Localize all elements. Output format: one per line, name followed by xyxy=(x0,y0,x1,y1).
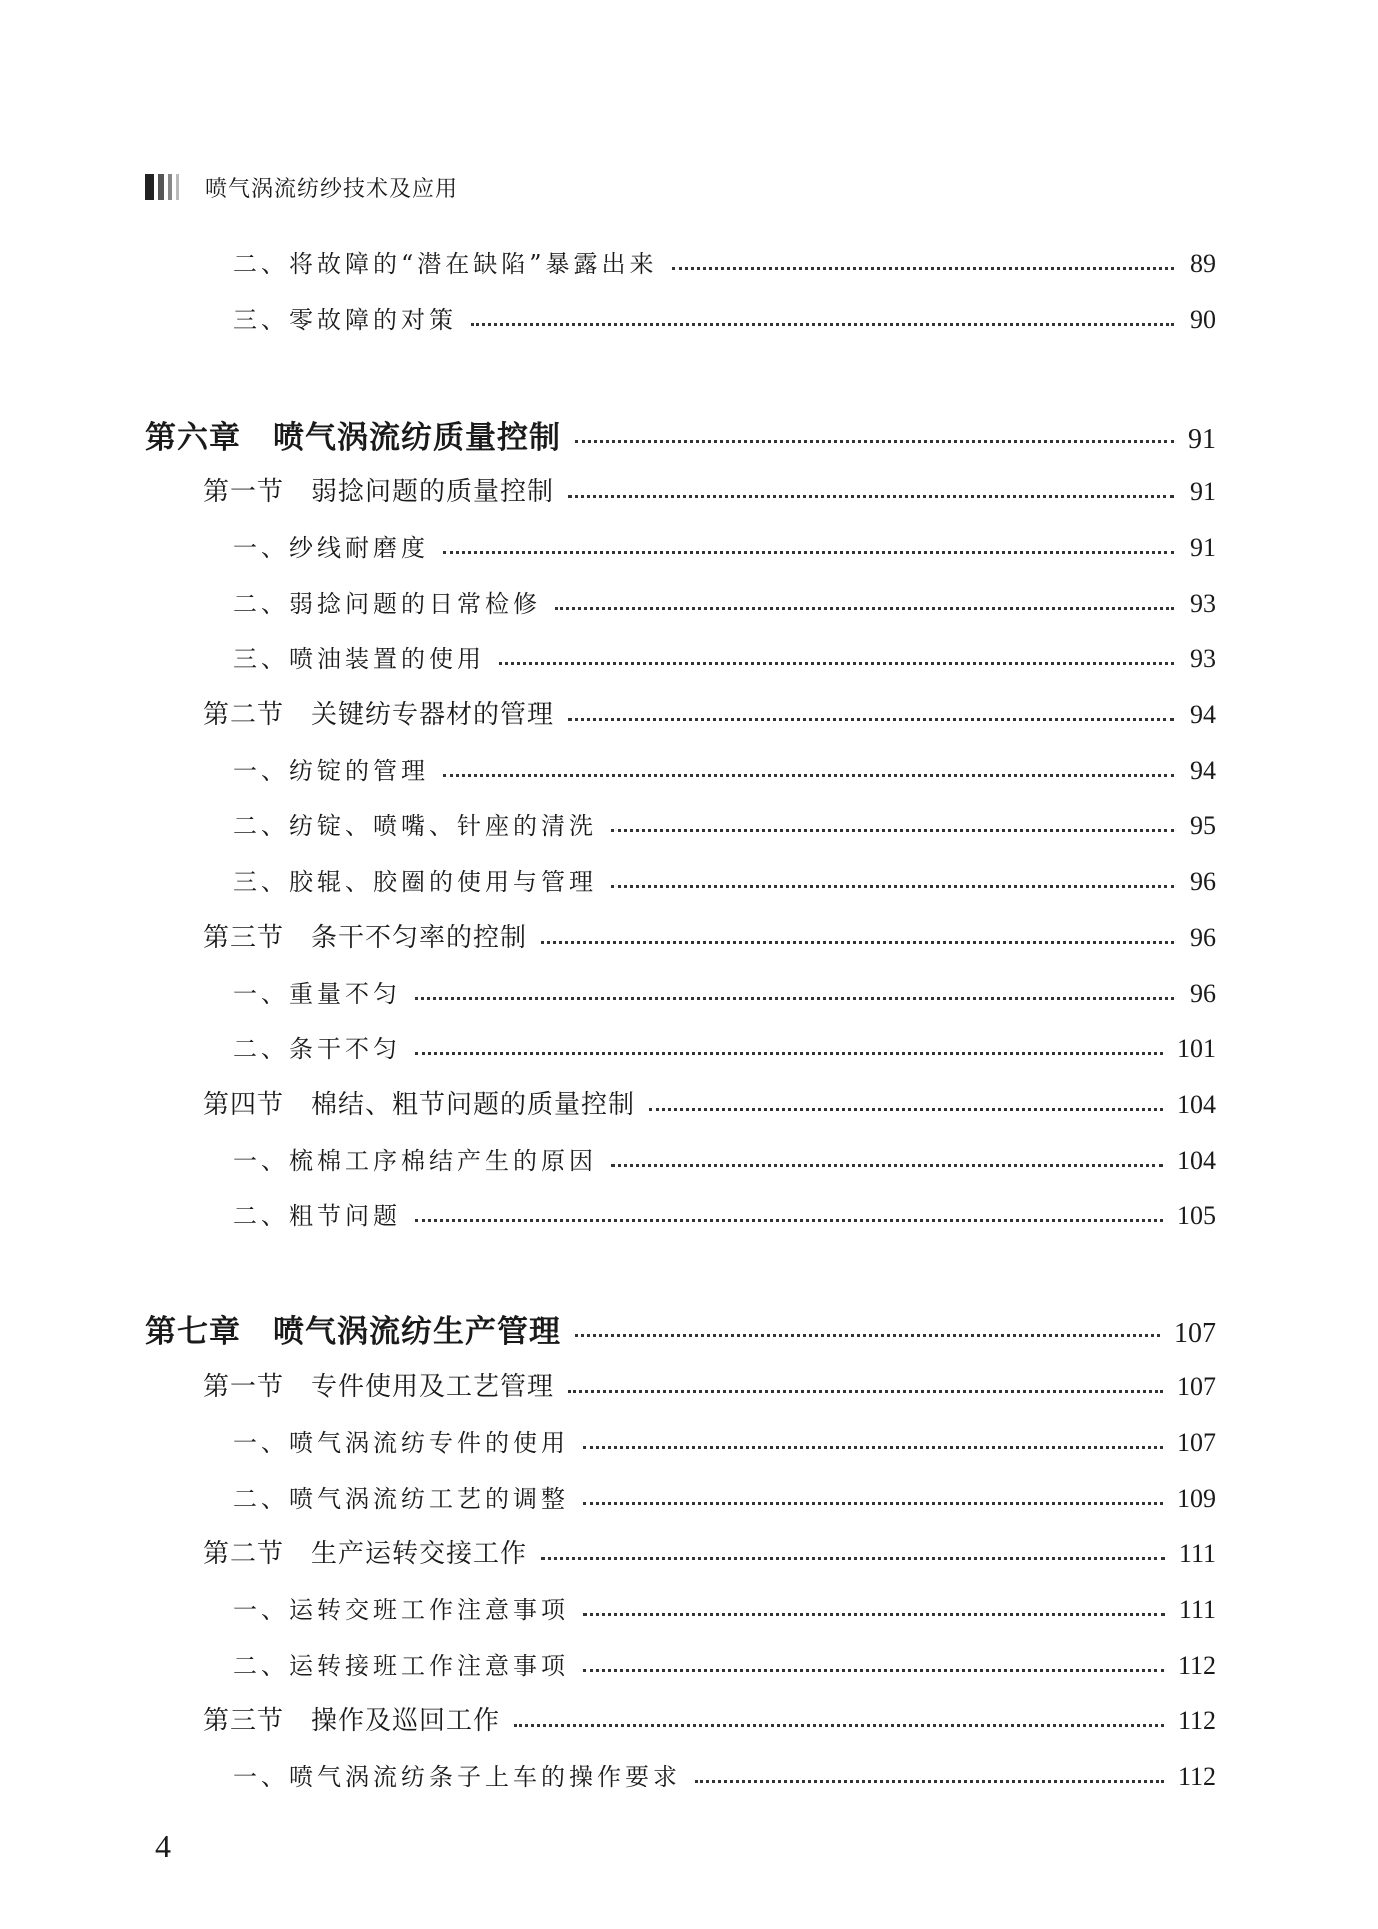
entry-page: 95 xyxy=(1190,811,1216,840)
toc-entry[interactable] xyxy=(233,1479,1216,1514)
entry-page: 104 xyxy=(1177,1090,1216,1119)
toc-entry[interactable] xyxy=(233,300,1216,335)
toc-section[interactable] xyxy=(203,471,1216,508)
entry-page: 112 xyxy=(1177,1762,1216,1791)
dot-leader xyxy=(555,606,1174,610)
dot-leader xyxy=(649,1107,1163,1111)
entry-page: 96 xyxy=(1190,923,1216,952)
dot-leader xyxy=(583,1501,1163,1505)
entry-page: 111 xyxy=(1178,1595,1216,1624)
entry-title: 三、零故障的对策 xyxy=(233,306,457,334)
dot-leader xyxy=(583,1612,1165,1616)
entry-page: 94 xyxy=(1190,700,1216,729)
toc-chapter[interactable] xyxy=(145,412,1216,457)
entry-title: 一、喷气涡流纺专件的使用 xyxy=(233,1429,569,1457)
toc-entry[interactable] xyxy=(233,1423,1216,1458)
section-title: 第三节 条干不匀率的控制 xyxy=(203,923,528,953)
section-title: 第二节 关键纺专器材的管理 xyxy=(203,700,555,730)
toc-section[interactable] xyxy=(203,1084,1216,1121)
section-title: 第二节 生产运转交接工作 xyxy=(203,1539,528,1569)
entry-page: 107 xyxy=(1177,1372,1216,1401)
dot-leader xyxy=(611,884,1174,888)
dot-leader xyxy=(541,940,1174,944)
toc-entry[interactable] xyxy=(233,244,1216,279)
chapter-title: 第七章 喷气涡流纺生产管理 xyxy=(145,1314,561,1350)
entry-title: 一、纱线耐磨度 xyxy=(233,534,429,562)
dot-leader xyxy=(415,1051,1163,1055)
entry-page: 109 xyxy=(1177,1484,1216,1513)
dot-leader xyxy=(568,717,1174,721)
entry-page: 94 xyxy=(1190,756,1216,785)
entry-page: 107 xyxy=(1174,1318,1216,1349)
dot-leader xyxy=(695,1779,1164,1783)
entry-title: 二、弱捻问题的日常检修 xyxy=(233,590,541,618)
dot-leader xyxy=(672,266,1174,270)
dot-leader xyxy=(568,494,1174,498)
dot-leader xyxy=(568,1389,1163,1393)
section-title: 第一节 弱捻问题的质量控制 xyxy=(203,477,555,507)
toc-entry[interactable] xyxy=(233,1590,1216,1625)
toc-section[interactable] xyxy=(203,1366,1216,1403)
toc-entry[interactable] xyxy=(233,751,1216,786)
entry-title: 一、梳棉工序棉结产生的原因 xyxy=(233,1147,597,1175)
dot-leader xyxy=(499,661,1174,665)
toc-entry[interactable] xyxy=(233,584,1216,619)
dot-leader xyxy=(611,1163,1163,1167)
entry-page: 93 xyxy=(1190,644,1216,673)
dot-leader xyxy=(443,773,1174,777)
toc-chapter[interactable] xyxy=(145,1306,1216,1351)
entry-title: 三、喷油装置的使用 xyxy=(233,645,485,673)
entry-page: 112 xyxy=(1177,1651,1216,1680)
toc-section[interactable] xyxy=(203,1700,1216,1737)
dot-leader xyxy=(575,1333,1160,1337)
toc-entry[interactable] xyxy=(233,528,1216,563)
dot-leader xyxy=(514,1723,1164,1727)
entry-title: 二、纺锭、喷嘴、针座的清洗 xyxy=(233,812,597,840)
entry-page: 105 xyxy=(1177,1201,1216,1230)
toc-entry[interactable] xyxy=(233,1196,1216,1231)
entry-title: 一、喷气涡流纺条子上车的操作要求 xyxy=(233,1763,681,1791)
entry-page: 96 xyxy=(1190,979,1216,1008)
entry-title: 一、纺锭的管理 xyxy=(233,757,429,785)
entry-title: 二、喷气涡流纺工艺的调整 xyxy=(233,1485,569,1513)
entry-page: 89 xyxy=(1190,249,1216,278)
toc-entry[interactable] xyxy=(233,806,1216,841)
entry-page: 90 xyxy=(1190,305,1216,334)
entry-page: 111 xyxy=(1178,1539,1216,1568)
page-number: 4 xyxy=(155,1828,171,1864)
toc-entry[interactable] xyxy=(233,1141,1216,1176)
dot-leader xyxy=(611,828,1174,832)
entry-page: 91 xyxy=(1190,533,1216,562)
dot-leader xyxy=(541,1556,1165,1560)
dot-leader xyxy=(583,1668,1164,1672)
section-title: 第一节 专件使用及工艺管理 xyxy=(203,1372,555,1402)
section-title: 第三节 操作及巡回工作 xyxy=(203,1706,501,1736)
toc-entry[interactable] xyxy=(233,1757,1216,1792)
dot-leader xyxy=(575,439,1174,443)
entry-page: 101 xyxy=(1177,1034,1216,1063)
dot-leader xyxy=(415,1218,1163,1222)
entry-title: 二、运转接班工作注意事项 xyxy=(233,1652,569,1680)
entry-title: 二、将故障的“潜在缺陷”暴露出来 xyxy=(233,250,658,278)
dot-leader xyxy=(583,1445,1163,1449)
entry-page: 96 xyxy=(1190,867,1216,896)
entry-page: 93 xyxy=(1190,589,1216,618)
toc-entry[interactable] xyxy=(233,862,1216,897)
entry-page: 104 xyxy=(1177,1146,1216,1175)
entry-title: 三、胶辊、胶圈的使用与管理 xyxy=(233,868,597,896)
chapter-title: 第六章 喷气涡流纺质量控制 xyxy=(145,420,561,456)
dot-leader xyxy=(415,996,1174,1000)
toc-section[interactable] xyxy=(203,917,1216,954)
entry-title: 二、条干不匀 xyxy=(233,1035,401,1063)
toc-entry[interactable] xyxy=(233,1029,1216,1064)
section-title: 第四节 棉结、粗节问题的质量控制 xyxy=(203,1090,636,1120)
toc-section[interactable] xyxy=(203,1533,1216,1570)
entry-page: 91 xyxy=(1188,424,1216,455)
book-title: 喷气涡流纺纱技术及应用 xyxy=(205,176,459,202)
toc-entry[interactable] xyxy=(233,974,1216,1009)
toc-entry[interactable] xyxy=(233,639,1216,674)
entry-title: 二、粗节问题 xyxy=(233,1202,401,1230)
dot-leader xyxy=(471,322,1174,326)
entry-page: 112 xyxy=(1177,1706,1216,1735)
entry-page: 107 xyxy=(1177,1428,1216,1457)
entry-page: 91 xyxy=(1190,477,1216,506)
entry-title: 一、运转交班工作注意事项 xyxy=(233,1596,569,1624)
entry-title: 一、重量不匀 xyxy=(233,980,401,1008)
toc-section[interactable] xyxy=(203,694,1216,731)
dot-leader xyxy=(443,550,1174,554)
toc-entry[interactable] xyxy=(233,1646,1216,1681)
